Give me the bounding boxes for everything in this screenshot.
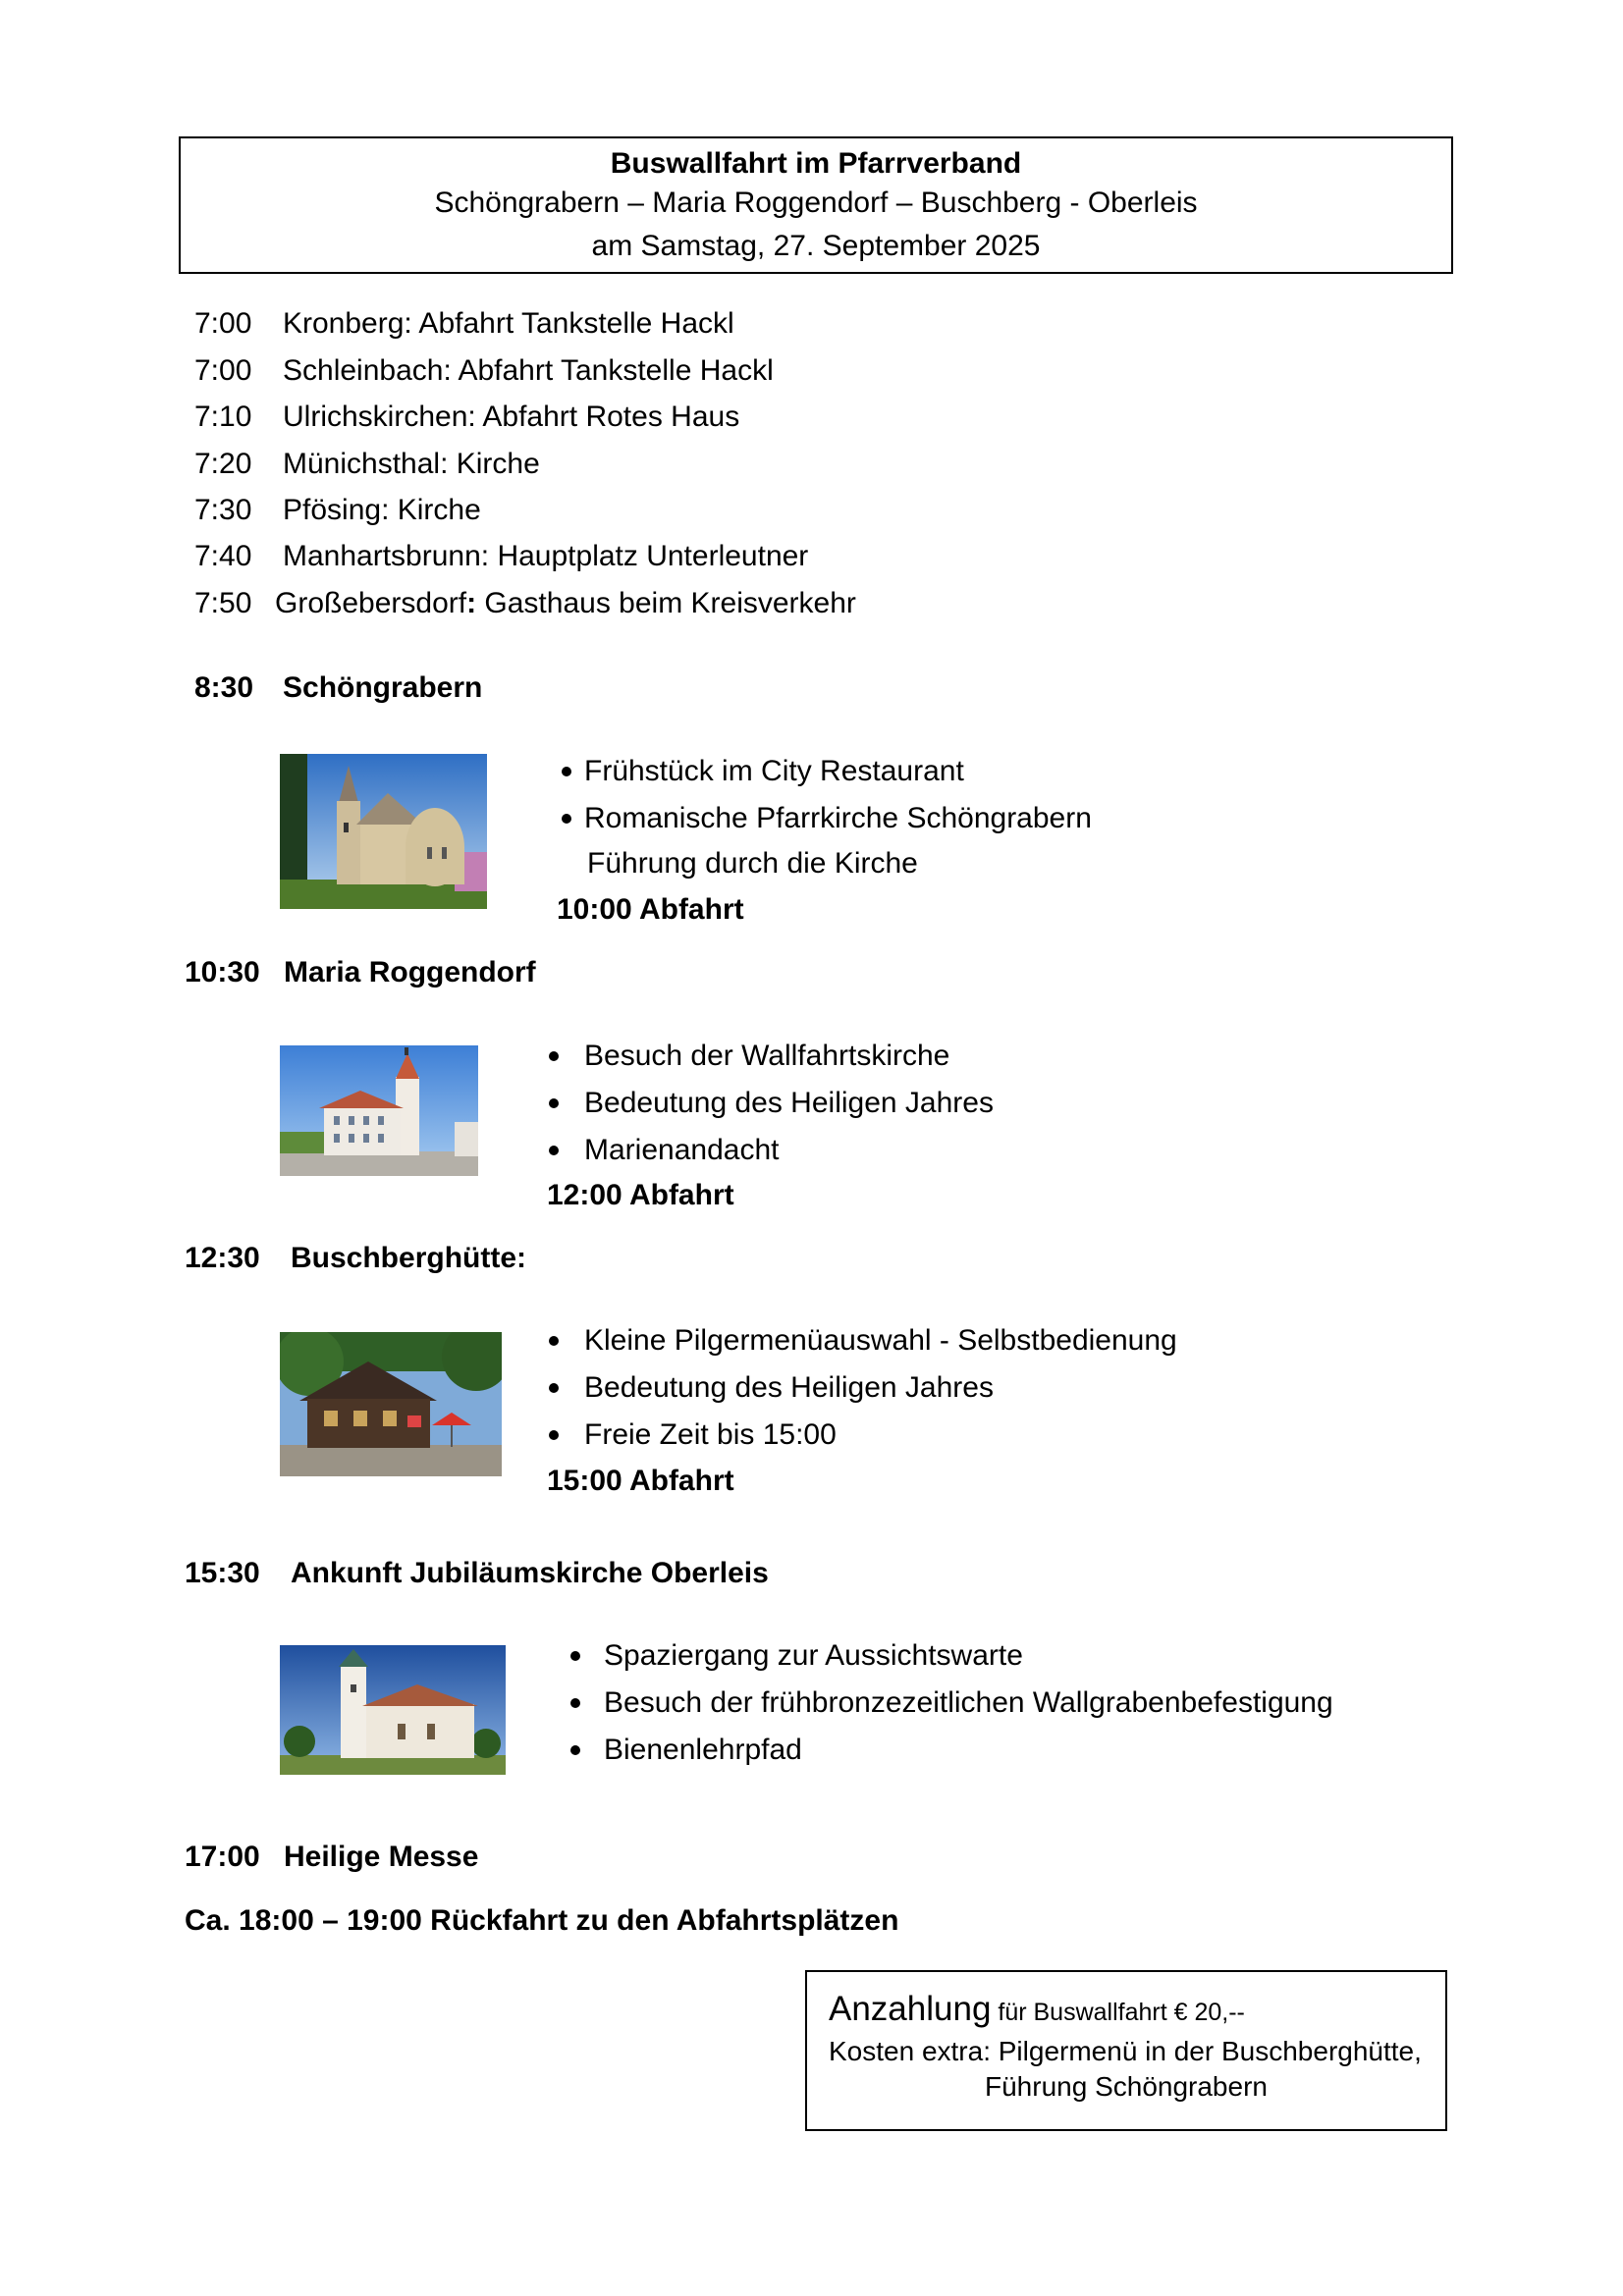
stop-name: Maria Roggendorf: [284, 956, 536, 988]
stop-time: 10:30: [185, 956, 260, 988]
departure-time: 7:10: [194, 400, 252, 433]
header-box: [179, 136, 1453, 274]
list-item: Bedeutung des Heiligen Jahres: [584, 1087, 994, 1119]
list-item: Besuch der Wallfahrtskirche: [584, 1040, 950, 1072]
deposit-label: Anzahlung: [829, 1990, 992, 2028]
departure-time: 7:00: [194, 307, 252, 340]
list-item: Freie Zeit bis 15:00: [584, 1418, 837, 1451]
stop-departure: 12:00 Abfahrt: [547, 1179, 734, 1211]
bullet-icon: [570, 1698, 580, 1708]
bullet-icon: [549, 1383, 559, 1393]
bullet-icon: [570, 1745, 580, 1755]
mass-time: 17:00: [185, 1841, 260, 1873]
return-line: Ca. 18:00 – 19:00 Rückfahrt zu den Abfahrtsplätzen: [185, 1904, 899, 1937]
document-title: Buswallfahrt im Pfarrverband: [610, 147, 1022, 180]
info-box: [805, 1970, 1447, 2131]
route-line: Schöngrabern – Maria Roggendorf – Buschberg - Oberleis: [434, 187, 1198, 219]
list-item: Besuch der frühbronzezeitlichen Wallgrabenbefestigung: [604, 1686, 1333, 1719]
departure-place: Kronberg: Abfahrt Tankstelle Hackl: [283, 307, 734, 340]
stop-time: 15:30: [185, 1557, 260, 1589]
deposit-line: [829, 1990, 1245, 2032]
mass-label: Heilige Messe: [284, 1841, 479, 1873]
stop-name: Ankunft Jubiläumskirche Oberleis: [291, 1557, 769, 1589]
list-item: Romanische Pfarrkirche Schöngrabern: [584, 802, 1092, 834]
stop-name: Buschberghütte:: [291, 1242, 526, 1274]
bullet-icon: [562, 767, 571, 776]
list-item: Marienandacht: [584, 1134, 780, 1166]
extra-costs-line: Kosten extra: Pilgermenü in der Buschberghütte,: [829, 2036, 1422, 2066]
stop-time: 12:30: [185, 1242, 260, 1274]
bullet-icon: [549, 1051, 559, 1061]
deposit-amount: für Buswallfahrt € 20,--: [991, 1999, 1245, 2026]
list-item: Frühstück im City Restaurant: [584, 755, 964, 787]
departure-place-town: Großebersdorf: [275, 587, 467, 619]
departure-place: [275, 586, 856, 621]
list-item: Bienenlehrpfad: [604, 1734, 802, 1766]
departure-place-colon: :: [466, 587, 477, 619]
church-photo-schoengrabern: [280, 754, 487, 909]
list-item-sub: Führung durch die Kirche: [587, 847, 918, 880]
church-photo-oberleis: [280, 1645, 506, 1775]
bullet-icon: [549, 1336, 559, 1346]
list-item: Kleine Pilgermenüauswahl - Selbstbedienung: [584, 1324, 1177, 1357]
departure-time: 7:40: [194, 540, 252, 572]
stop-departure: 15:00 Abfahrt: [547, 1465, 734, 1497]
departure-place: Manhartsbrunn: Hauptplatz Unterleutner: [283, 540, 809, 572]
departure-time: 7:20: [194, 448, 252, 480]
stop-name: Schöngrabern: [283, 671, 483, 704]
departure-time: 7:30: [194, 494, 252, 526]
stop-departure: 10:00 Abfahrt: [557, 893, 744, 926]
bullet-icon: [549, 1430, 559, 1440]
bullet-icon: [562, 814, 571, 824]
departure-place-detail: Gasthaus beim Kreisverkehr: [476, 587, 856, 619]
stop-time: 8:30: [194, 671, 254, 704]
bullet-icon: [549, 1146, 559, 1155]
departure-time: 7:50: [194, 587, 252, 619]
hut-photo-buschberg: [280, 1332, 502, 1476]
bullet-icon: [570, 1651, 580, 1661]
list-item: Spaziergang zur Aussichtswarte: [604, 1639, 1023, 1672]
departure-place: Münichsthal: Kirche: [283, 448, 540, 480]
departure-place: Schleinbach: Abfahrt Tankstelle Hackl: [283, 354, 774, 387]
departure-place: Pfösing: Kirche: [283, 494, 481, 526]
bullet-icon: [549, 1098, 559, 1108]
list-item: Bedeutung des Heiligen Jahres: [584, 1371, 994, 1404]
departure-time: 7:00: [194, 354, 252, 387]
date-line: am Samstag, 27. September 2025: [591, 230, 1041, 262]
church-photo-maria-roggendorf: [280, 1045, 478, 1176]
tour-line: Führung Schöngrabern: [985, 2071, 1268, 2102]
departure-place: Ulrichskirchen: Abfahrt Rotes Haus: [283, 400, 740, 433]
